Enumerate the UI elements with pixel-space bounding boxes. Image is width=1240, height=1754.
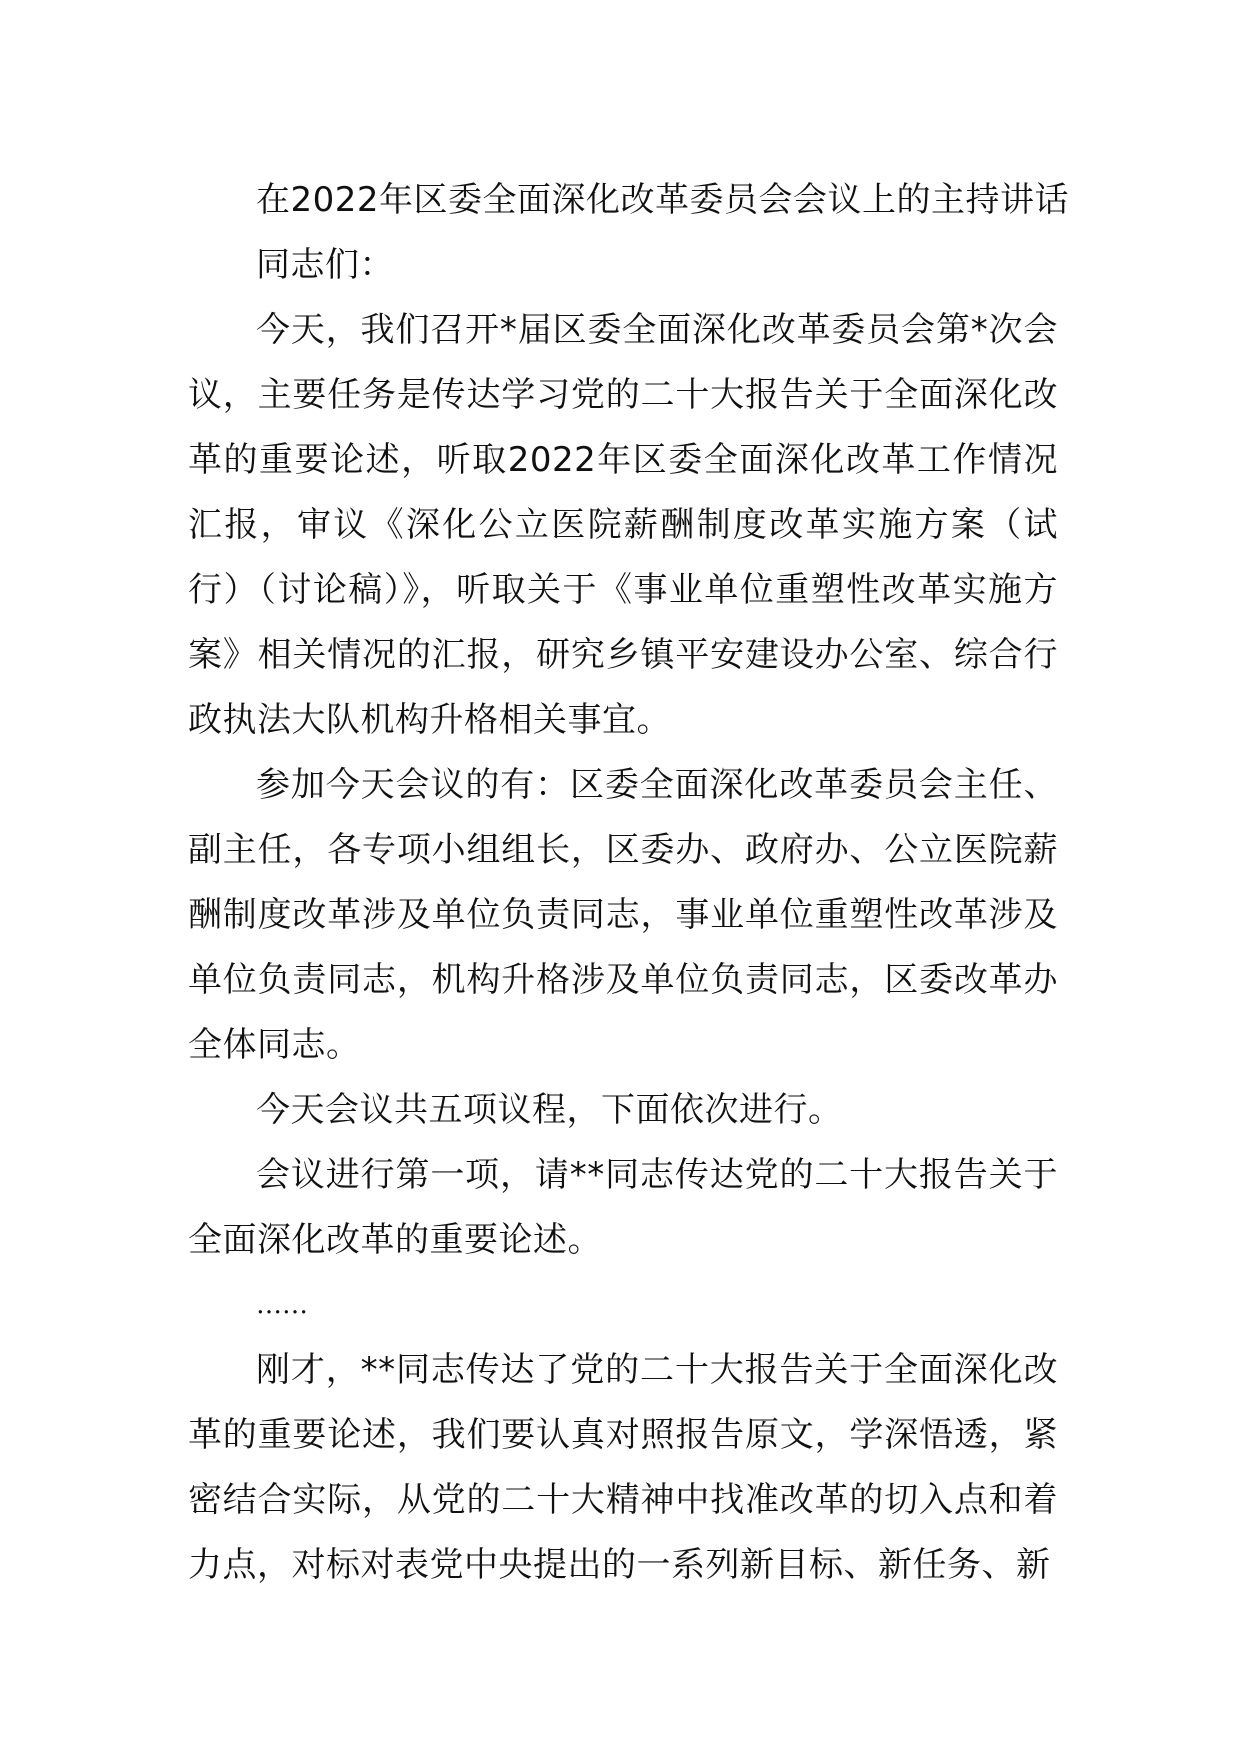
paragraph-attendees: 参加今天会议的有：区委全面深化改革委员会主任、副主任，各专项小组组长，区委办、政府办、公立医院薪酬制度改革涉及单位负责同志，事业单位重塑性改革涉及单位负责同志，机构升格涉及单位负责同志，区委改革办全体同志。: [188, 765, 1058, 1065]
document-body: [188, 168, 1070, 1598]
document-title: 在2022年区委全面深化改革委员会会议上的主持讲话: [256, 180, 1070, 220]
paragraph-summary: 刚才，**同志传达了党的二十大报告关于全面深化改革的重要论述，我们要认真对照报告原文，学深悟透，紧密结合实际，从党的二十大精神中找准改革的切入点和着力点，对标对表党中央提出的一系列新目标、新任务、新: [188, 1350, 1058, 1585]
paragraph-agenda-count: 今天会议共五项议程，下面依次进行。: [256, 1090, 843, 1130]
paragraph-item-one: 会议进行第一项，请**同志传达党的二十大报告关于全面深化改革的重要论述。: [188, 1155, 1058, 1260]
ellipsis: ……: [256, 1290, 308, 1320]
salutation: 同志们：: [256, 245, 394, 285]
paragraph-meeting-agenda: 今天，我们召开*届区委全面深化改革委员会第*次会议，主要任务是传达学习党的二十大报告关于全面深化改革的重要论述，听取2022年区委全面深化改革工作情况汇报，审议《深化公立医院薪酬制度改革实施方案（试行）（讨论稿）》，听取关于《事业单位重塑性改革实施方案》相关情况的汇报，研究乡镇平安建设办公室、综合行政执法大队机构升格相关事宜。: [188, 310, 1058, 740]
